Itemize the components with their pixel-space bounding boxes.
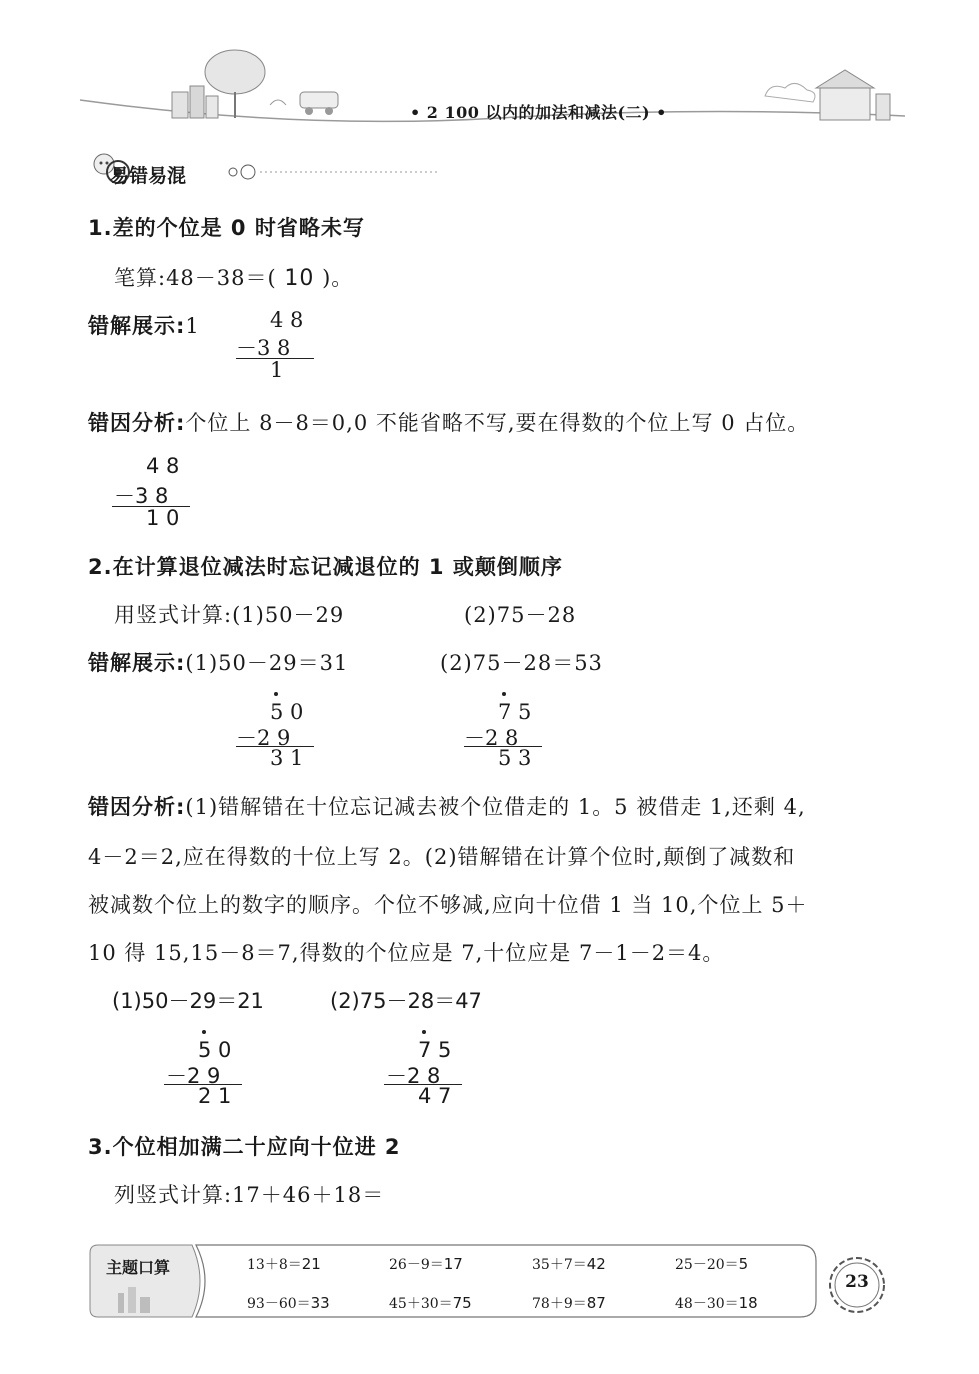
p1-heading-text: 差的个位是 0 时省略未写 — [112, 216, 365, 240]
calc-bottom: 4 7 — [418, 1084, 452, 1108]
p1-wrong-row — [88, 310, 200, 340]
borrow-dot — [422, 1030, 426, 1034]
calc-top: 5 0 — [270, 700, 304, 724]
p2-wrong-row — [88, 647, 348, 677]
calc-mid: －2 9 — [166, 1064, 221, 1088]
oral-answer: 87 — [586, 1294, 606, 1312]
p1-correct-vertical-calc — [108, 454, 198, 534]
borrow-dot — [274, 692, 278, 696]
p1-heading-number: 1. — [88, 216, 113, 240]
p1-wrong-vertical-calc — [232, 308, 322, 388]
p2-analysis-line-2: 4－2＝2,应在得数的十位上写 2。(2)错解错在计算个位时,颠倒了减数和 — [88, 845, 796, 869]
p3-task: 列竖式计算:17＋46＋18＝ — [114, 1183, 385, 1207]
oral-item-2 — [389, 1254, 463, 1274]
oral-question: 26－9＝ — [389, 1257, 444, 1273]
calc-top: 5 0 — [198, 1038, 232, 1062]
p2-analysis-label: 错因分析: — [88, 795, 186, 819]
p1-wrong-label: 错解展示: — [88, 314, 186, 338]
oral-question: 48－30＝ — [675, 1296, 739, 1312]
calc-top: 7 5 — [418, 1038, 452, 1062]
oral-answer: 75 — [452, 1294, 472, 1312]
oral-answer: 21 — [301, 1255, 321, 1273]
calc-mid: －2 9 — [236, 726, 291, 750]
p1-wrong-inline: 1 — [185, 314, 200, 338]
p2-correct-vertical-calc-2 — [380, 1028, 470, 1110]
oral-item-7 — [532, 1293, 606, 1313]
p1-problem-end: )。 — [322, 266, 354, 290]
p2-wrong-vertical-calc-2 — [460, 690, 550, 772]
section-label: 易错易混 — [110, 165, 187, 187]
p1-analysis — [88, 407, 809, 437]
chapter-title: • 2 100 以内的加法和减法(二) • — [410, 103, 667, 122]
p2-correct-2: (2)75－28＝47 — [330, 989, 482, 1013]
oral-item-8 — [675, 1293, 758, 1313]
oral-item-1 — [247, 1254, 321, 1274]
p2-heading-number: 2. — [88, 555, 113, 579]
oral-arithmetic-label: 主题口算 — [106, 1258, 171, 1277]
calc-mid: －3 8 — [236, 336, 291, 360]
borrow-dot — [502, 692, 506, 696]
calc-top: 7 5 — [498, 700, 532, 724]
oral-question: 45＋30＝ — [389, 1296, 453, 1312]
calc-bottom: 3 1 — [270, 746, 304, 770]
p3-heading-number: 3. — [88, 1135, 113, 1159]
calc-bottom: 5 3 — [498, 746, 532, 770]
p1-analysis-label: 错因分析: — [88, 411, 186, 435]
calc-top: 4 8 — [146, 454, 180, 478]
p1-problem — [114, 262, 353, 292]
calc-bottom: 1 — [270, 358, 284, 382]
calc-top: 4 8 — [270, 308, 304, 332]
calc-mid: －3 8 — [114, 484, 169, 508]
oral-question: 35＋7＝ — [532, 1257, 587, 1273]
p2-task-1: 用竖式计算:(1)50－29 — [114, 603, 345, 627]
oral-item-4 — [675, 1254, 748, 1274]
p2-wrong-vertical-calc-1 — [232, 690, 322, 772]
calc-bottom: 2 1 — [198, 1084, 232, 1108]
calc-bottom: 1 0 — [146, 506, 180, 530]
p1-problem-text: 笔算:48－38＝( — [114, 266, 277, 290]
p2-heading — [88, 551, 563, 581]
p2-task-2: (2)75－28 — [464, 603, 577, 627]
calc-mid: －2 8 — [386, 1064, 441, 1088]
p3-heading — [88, 1131, 401, 1161]
p2-wrong-label: 错解展示: — [88, 651, 186, 675]
oral-question: 78＋9＝ — [532, 1296, 587, 1312]
page-number: 23 — [845, 1272, 869, 1292]
p2-analysis-text-1: (1)错解错在十位忘记减去被个位借走的 1。5 被借走 1,还剩 4, — [185, 795, 806, 819]
p2-correct-1: (1)50－29＝21 — [112, 989, 264, 1013]
oral-question: 25－20＝ — [675, 1257, 739, 1273]
p2-analysis-line-3: 被减数个位上的数字的顺序。个位不够减,应向十位借 1 当 10,个位上 5＋ — [88, 893, 808, 917]
p1-problem-answer: 10 — [284, 266, 315, 291]
oral-answer: 18 — [738, 1294, 758, 1312]
oral-answer: 5 — [738, 1255, 749, 1273]
p1-heading — [88, 212, 365, 242]
oral-answer: 17 — [443, 1255, 463, 1273]
p2-analysis-line-4: 10 得 15,15－8＝7,得数的个位应是 7,十位应是 7－1－2＝4。 — [88, 941, 725, 965]
oral-question: 13＋8＝ — [247, 1257, 302, 1273]
borrow-dot — [202, 1030, 206, 1034]
oral-question: 93－60＝ — [247, 1296, 311, 1312]
p1-analysis-text: 个位上 8－8＝0,0 不能省略不写,要在得数的个位上写 0 占位。 — [185, 411, 810, 435]
oral-answer: 33 — [310, 1294, 330, 1312]
p2-wrong-1: (1)50－29＝31 — [185, 651, 349, 675]
oral-answer: 42 — [586, 1255, 606, 1273]
p3-heading-text: 个位相加满二十应向十位进 2 — [112, 1135, 401, 1159]
p2-correct-vertical-calc-1 — [160, 1028, 250, 1110]
calc-mid: －2 8 — [464, 726, 519, 750]
p2-heading-text: 在计算退位减法时忘记减退位的 1 或颠倒顺序 — [112, 555, 563, 579]
oral-item-3 — [532, 1254, 606, 1274]
oral-item-5 — [247, 1293, 330, 1313]
oral-item-6 — [389, 1293, 472, 1313]
p2-wrong-2: (2)75－28＝53 — [440, 651, 603, 675]
p2-analysis-line-1 — [88, 791, 806, 821]
